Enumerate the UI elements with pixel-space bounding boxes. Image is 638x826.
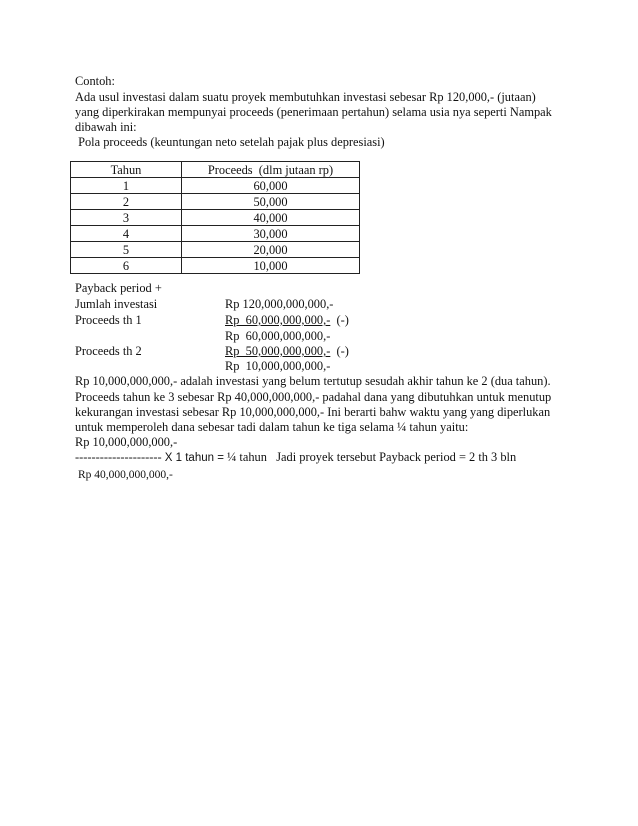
fraction-numerator: Rp 10,000,000,000,- bbox=[75, 435, 178, 449]
cell-proceeds: 40,000 bbox=[182, 210, 360, 226]
calc-label-investasi: Jumlah investasi bbox=[75, 297, 158, 311]
explanation-line-4: untuk memperoleh dana sebesar tadi dalam tahun ke tiga selama ¼ tahun yaitu: bbox=[75, 420, 469, 434]
table-row bbox=[71, 226, 360, 242]
cell-proceeds: 60,000 bbox=[182, 178, 360, 194]
cell-year: 5 bbox=[71, 242, 182, 258]
intro-line-3: dibawah ini: bbox=[75, 120, 137, 134]
cell-year: 6 bbox=[71, 258, 182, 274]
cell-proceeds: 20,000 bbox=[182, 242, 360, 258]
payback-title: Payback period + bbox=[75, 281, 162, 295]
example-heading: Contoh: bbox=[75, 74, 115, 88]
explanation-line-2: Proceeds tahun ke 3 sebesar Rp 40,000,000,000,- padahal dana yang dibutuhkan untuk menutup bbox=[75, 390, 552, 404]
intro-line-2: yang diperkirakan mempunyai proceeds (penerimaan pertahun) selama usia nya seperti Nampak bbox=[75, 105, 552, 119]
cell-proceeds: 10,000 bbox=[182, 258, 360, 274]
calc-value-proceeds-2: Rp 50,000,000,000,- (-) bbox=[225, 344, 349, 358]
table-row bbox=[71, 210, 360, 226]
cell-year: 4 bbox=[71, 226, 182, 242]
table-row bbox=[71, 194, 360, 210]
intro-line-4: Pola proceeds (keuntungan neto setelah pajak plus depresiasi) bbox=[75, 135, 385, 149]
calc-value-remaining-1: Rp 60,000,000,000,- bbox=[225, 329, 331, 343]
proceeds-table bbox=[70, 161, 360, 274]
table-header-row bbox=[71, 162, 360, 178]
fraction-denominator: Rp 40,000,000,000,- bbox=[78, 469, 173, 481]
table-row bbox=[71, 242, 360, 258]
calc-value-proceeds-1: Rp 60,000,000,000,- (-) bbox=[225, 313, 349, 327]
calc-value-investasi: Rp 120,000,000,000,- bbox=[225, 297, 334, 311]
calc-value-remaining-2: Rp 10,000,000,000,- bbox=[225, 359, 331, 373]
fraction-line bbox=[75, 449, 516, 466]
cell-year: 3 bbox=[71, 210, 182, 226]
intro-line-1: Ada usul investasi dalam suatu proyek membutuhkan investasi sebesar Rp 120,000,- (jutaan) bbox=[75, 90, 536, 104]
table-row bbox=[71, 178, 360, 194]
cell-year: 1 bbox=[71, 178, 182, 194]
cell-year: 2 bbox=[71, 194, 182, 210]
table-row bbox=[71, 258, 360, 274]
fraction-multiplier: X 1 tahun = bbox=[164, 452, 224, 464]
header-tahun: Tahun bbox=[71, 162, 182, 178]
calc-label-proceeds-1: Proceeds th 1 bbox=[75, 313, 142, 327]
calc-label-proceeds-2: Proceeds th 2 bbox=[75, 344, 142, 358]
cell-proceeds: 30,000 bbox=[182, 226, 360, 242]
cell-proceeds: 50,000 bbox=[182, 194, 360, 210]
explanation-line-3: kekurangan investasi sebesar Rp 10,000,000,000,- Ini berarti bahw waktu yang yang diperlukan bbox=[75, 405, 551, 419]
fraction-result: ¼ tahun Jadi proyek tersebut Payback period = 2 th 3 bln bbox=[223, 450, 517, 464]
explanation-line-1: Rp 10,000,000,000,- adalah investasi yang belum tertutup sesudah akhir tahun ke 2 (dua tahun). bbox=[75, 374, 551, 388]
header-proceeds: Proceeds (dlm jutaan rp) bbox=[182, 162, 360, 178]
fraction-bar: --------------------- bbox=[75, 450, 162, 464]
